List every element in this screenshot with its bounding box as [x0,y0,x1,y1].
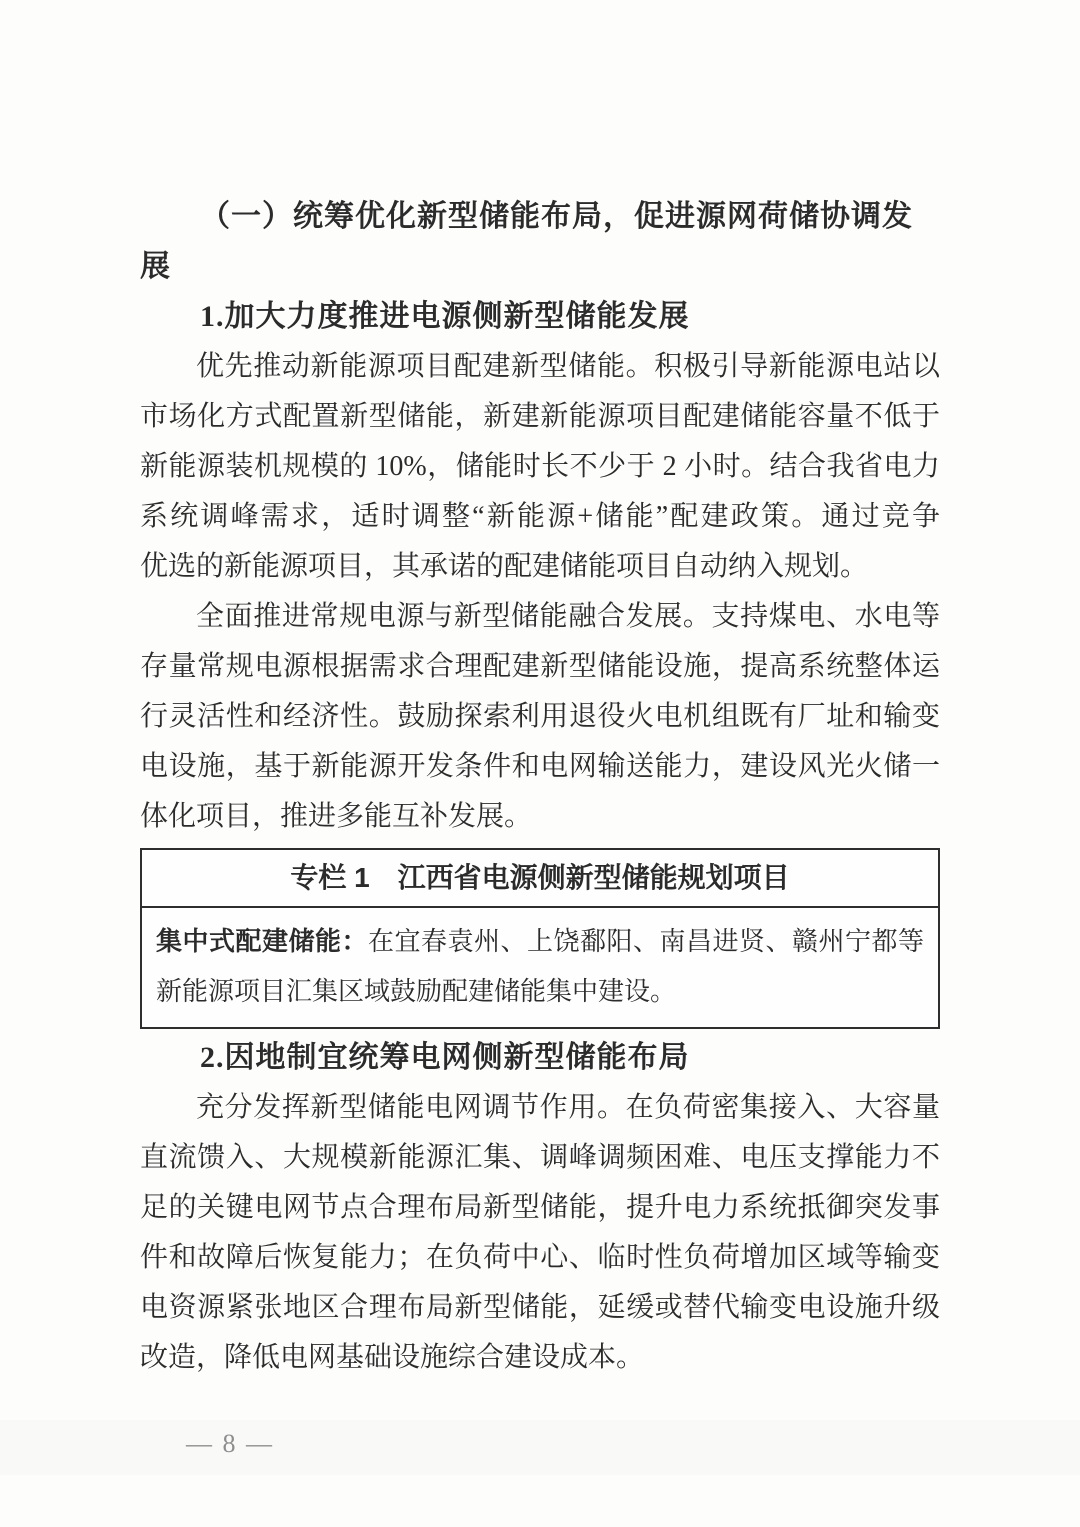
text-line: 存量常规电源根据需求合理配建新型储能设施，提高系统整体运 [140,651,940,682]
text-line: 市场化方式配置新型储能，新建新能源项目配建储能容量不低于 [140,401,940,432]
panel-body [142,908,938,1027]
panel-box [140,848,940,1029]
text-line: 系统调峰需求，适时调整“新能源+储能”配建政策。通过竞争 [140,501,940,532]
paragraph-1 [140,342,940,592]
panel-body-lead-text: 在宜春袁州、上饶鄱阳、南昌进贤、赣州宁都等 [368,927,924,956]
section-heading: （一）统筹优化新型储能布局，促进源网荷储协调发展 [140,200,913,283]
text-line: 电设施，基于新能源开发条件和电网输送能力，建设风光火储一 [140,751,940,782]
subsection-2-heading: 2.因地制宜统筹电网侧新型储能布局 [200,1041,690,1074]
text-line: 新能源装机规模的 10%，储能时长不少于 2 小时。结合我省电力 [140,451,940,482]
panel-title: 专栏 1 江西省电源侧新型储能规划项目 [142,850,938,908]
subsection-1-heading: 1.加大力度推进电源侧新型储能发展 [200,300,690,333]
document-content [140,192,940,1469]
text-line: 改造，降低电网基础设施综合建设成本。 [140,1342,645,1373]
text-line: 行灵活性和经济性。鼓励探索利用退役火电机组既有厂址和输变 [140,701,940,732]
text-line: 体化项目，推进多能互补发展。 [140,801,533,832]
text-line: 优先推动新能源项目配建新型储能。积极引导新能源电站以 [196,351,940,382]
paragraph-3 [140,1083,940,1383]
panel-body-lead-label: 集中式配建储能： [156,926,368,956]
text-line: 电资源紧张地区合理布局新型储能，延缓或替代输变电设施升级 [140,1292,940,1323]
panel-body-line-1 [156,916,924,967]
scan-noise-band [0,1420,1080,1475]
text-line: 充分发挥新型储能电网调节作用。在负荷密集接入、大容量 [196,1092,940,1123]
text-line: 优选的新能源项目，其承诺的配建储能项目自动纳入规划。 [140,551,869,582]
panel-body-line-2: 新能源项目汇集区域鼓励配建储能集中建设。 [156,977,677,1006]
text-line: 直流馈入、大规模新能源汇集、调峰调频困难、电压支撑能力不 [140,1142,940,1173]
paragraph-2 [140,592,940,842]
text-line: 足的关键电网节点合理布局新型储能，提升电力系统抵御突发事 [140,1192,940,1223]
page-number: — 8 — [186,1429,274,1458]
text-line: 件和故障后恢复能力；在负荷中心、临时性负荷增加区域等输变 [140,1242,940,1273]
text-line: 全面推进常规电源与新型储能融合发展。支持煤电、水电等 [196,601,940,632]
